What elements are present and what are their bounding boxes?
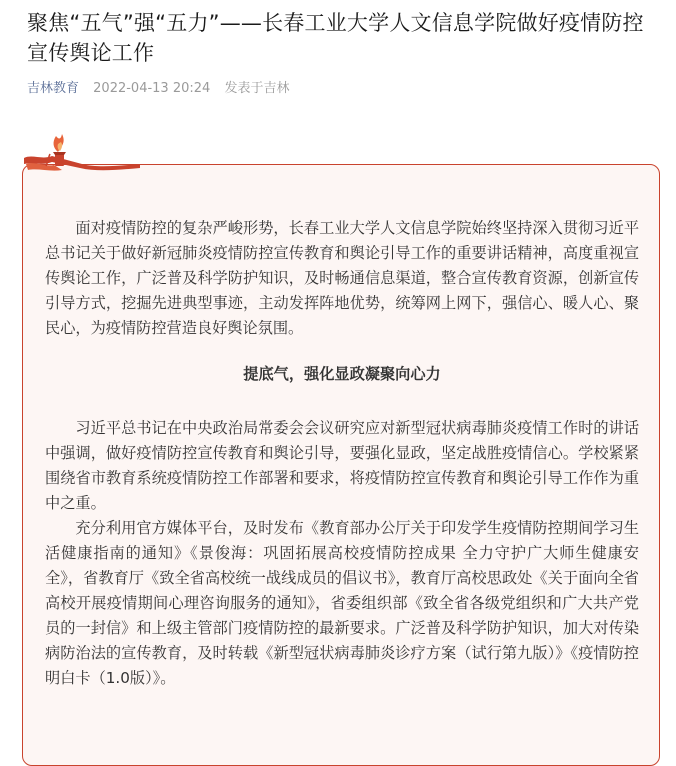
paragraph: 面对疫情防控的复杂严峻形势，长春工业大学人文信息学院始终坚持深入贯彻习近平总书记关于做好新冠肺炎疫情防控宣传教育和舆论引导工作的重要讲话精神，高度重视宣传舆论工作，广泛普及科学防护知识，及时畅通信息渠道，整合宣传教育资源，创新宣传引导方式，挖掘先进典型事迹，主动发挥阵地优势，统筹网上网下，强信心、暖人心、聚民心，为疫情防控营造良好舆论氛围。 — [45, 219, 639, 337]
article-body — [45, 216, 639, 691]
section-heading: 提底气，强化显政凝聚向心力 — [243, 365, 441, 383]
account-name-link[interactable]: 吉林教育 — [27, 81, 80, 96]
article-meta — [27, 77, 289, 96]
torch-ribbon-decoration-icon — [22, 124, 142, 184]
publish-date: 2022-04-13 20:24 — [93, 81, 211, 96]
paragraph: 习近平总书记在中央政治局常委会会议研究应对新型冠状病毒肺炎疫情工作时的讲话中强调，做好疫情防控宣传教育和舆论引导，要强化显政，坚定战胜疫情信心。学校紧紧围绕省市教育系统疫情防控工作部署和要求，将疫情防控宣传教育和舆论引导工作作为重中之重。 — [45, 419, 639, 512]
publish-location: 发表于吉林 — [224, 81, 290, 96]
paragraph: 充分利用官方媒体平台，及时发布《教育部办公厅关于印发学生疫情防控期间学习生活健康指南的通知》《景俊海：巩固拓展高校疫情防控成果 全力守护广大师生健康安全》，省教育厅《致全省高校统一战线成员的倡议书》，教育厅高校思政处《关于面向全省高校开展疫情期间心理咨询服务的通知》，省委组织部《致全省各级党组织和广大共产党员的一封信》和上级主管部门疫情防控的最新要求。广泛普及科学防护知识，加大对传染病防治法的宣传教育，及时转载《新型冠状病毒肺炎诊疗方案（试行第九版）》《疫情防控明白卡（1.0版）》。 — [45, 519, 639, 687]
article-title: 聚焦“五气”强“五力”——长春工业大学人文信息学院做好疫情防控宣传舆论工作 — [27, 11, 644, 65]
